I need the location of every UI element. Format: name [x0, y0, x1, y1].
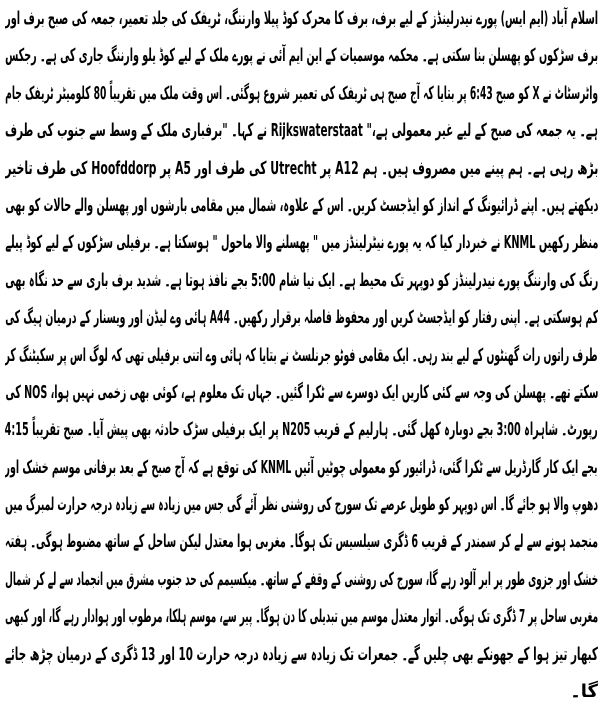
text-line: [5, 299, 598, 336]
text-line-content: بجے ایک کار گارڈریل سے ٹکرا گئی، ڈرائیور کو معمولی چوٹیں آئیں KNML کی توقع ہے کہ آج صبح کے بعد برفانی موسم خشک اور: [5, 456, 598, 478]
text-line-content: مغربی ساحل پر 7 ڈگری تک ہوگی۔ اتوار معتدل موسم میں تبدیلی کا دن ہوگا۔ پیر سے، موسم ہلکا، مرطوب اور ہوادار رہے گا، اور کبھی: [5, 606, 598, 628]
text-line-content: خشک اور جزوی طور پر ابر آلود رہے گا، سورج کی روشنی کے وقفے کے ساتھ۔ میکسیمم کی حد جنوب مشرق میں انجماد سے لے کر شمال: [5, 568, 598, 590]
text-line: [5, 75, 598, 112]
text-line-content: برف سڑکوں کو پھسلن بنا سکتی ہے۔ محکمہ موسمیات کے این ایم آئی نے پورے ملک کے لیے کوڈ یلو وارننگ جاری کی ہے۔ رجکس: [5, 45, 598, 67]
text-line: [5, 523, 598, 560]
text-line-content: کم ہوسکتی ہے۔ اپنی رفتار کو ایڈجسٹ کریں اور محفوظ فاصلہ برقرار رکھیں۔ A44 ہائی وے لیڈن اور ویسنار کے درمیان ہیگ کی: [5, 307, 598, 329]
text-line-content: منظر رکھیں KNML نے خبردار کیا کہ یہ پورے نیٹرلینڈز میں " پھسلنے والا ماحول " ہوسکتا ہے۔ برفیلی سڑکوں کے لیے کوڈ پیلے: [5, 232, 598, 254]
text-line: [5, 262, 598, 299]
text-line: [5, 449, 598, 486]
text-line: [5, 0, 598, 37]
text-line: [5, 561, 598, 598]
text-line-content: دیکھتے ہیں۔ اپنے ڈرائیونگ کے انداز کو ایڈجسٹ کریں۔ اس کے علاوہ، شمال میں مقامی بارشوں اور پھسلن والے حالات کو بھی: [5, 194, 598, 216]
text-line-content: کبھار تیز ہوا کے جھونکے بھی چلیں گے۔ جمعرات تک زیادہ سے زیادہ درجہ حرارت 10 اور 13 ڈگری کے درمیان چڑھ جائے: [5, 643, 598, 665]
text-line-content: گا۔: [570, 681, 598, 703]
text-line-last: [5, 673, 598, 710]
text-line: [5, 37, 598, 74]
text-line-content: رنگ کی وارننگ پورے نیدرلینڈز کو دوپہر تک محیط ہے۔ ایک نیا شام 5:00 بجے نافذ ہوتا ہے۔ شدید برف باری سے حد نگاہ بھی: [5, 269, 598, 291]
text-line: [5, 112, 598, 149]
text-line: [5, 636, 598, 673]
text-line-content: سکتے تھے۔ پھسلن کی وجہ سے کئی کاریں ایک دوسرے سے ٹکرا گئیں۔ جہاں تک معلوم ہے، کوئی بھی زخمی نہیں ہوا، NOS کی: [5, 381, 598, 403]
text-line: [5, 486, 598, 523]
text-line-content: اسلام آباد (ایم ایس) پورے نیدرلینڈز کے لیے برف، برف کا محرک کوڈ پیلا وارننگ، ٹریفک کی جلد تعمیر، جمعہ کی صبح برف اور: [5, 8, 598, 29]
text-line-content: دھوپ والا ہو جائے گا۔ اس دوپہر کو طویل عرصے تک سورج کی روشنی نظر آئے گی جس میں زیادہ سے زیادہ درجہ حرارت لمبرگ میں: [5, 494, 598, 516]
text-line-content: طرف راتوں رات گھنٹوں کے لیے بند رہی۔ ایک مقامی فوٹو جرنلسٹ نے بتایا کہ ہائی وے اتنی برفیلی تھی کہ لوگ اس پر سکیٹنگ کر: [5, 344, 598, 366]
text-line: [5, 374, 598, 411]
text-line: [5, 411, 598, 448]
text-line-content: منجمد ہونے سے لے کر سمندر کے قریب 6 ڈگری سیلسیس تک ہوگا۔ مغربی ہوا معتدل لیکن ساحل کے ساتھ مضبوط ہوگی۔ ہفتہ: [5, 531, 598, 553]
text-line-content: رپورٹ۔ شاہراہ 3:00 بجے دوبارہ کھل گئی۔ ہارلیم کے قریب N205 پر ایک برفیلی سڑک حادثہ بھی پیش آیا۔ صبح تقریباً 4:15: [5, 419, 598, 441]
text-line: [5, 187, 598, 224]
text-line-content: ہے۔ یہ جمعہ کی صبح کے لیے غیر معمولی ہے،" Rijkswaterstaat نے کہا۔ "برفباری ملک کے وسط سے جنوب کی طرف: [5, 120, 598, 142]
text-line: [5, 224, 598, 261]
article-body: [5, 0, 598, 710]
text-line-content: واٹرسٹاٹ نے X کو صبح 6:43 پر بتایا کہ آج صبح ہی ٹریفک کی تعمیر شروع ہوگئی۔ اس وقت ملک میں تقریباً 80 کلومیٹر ٹریفک جام: [5, 82, 598, 104]
text-line: [5, 598, 598, 635]
text-line: [5, 150, 598, 187]
text-line: [5, 337, 598, 374]
text-line-content: بڑھ رہی ہے۔ ہم پینے میں مصروف ہیں۔ ہم A12 پر Utrecht کی طرف اور A5 پر Hoofddorp کی طرف تاخیر: [5, 157, 598, 179]
